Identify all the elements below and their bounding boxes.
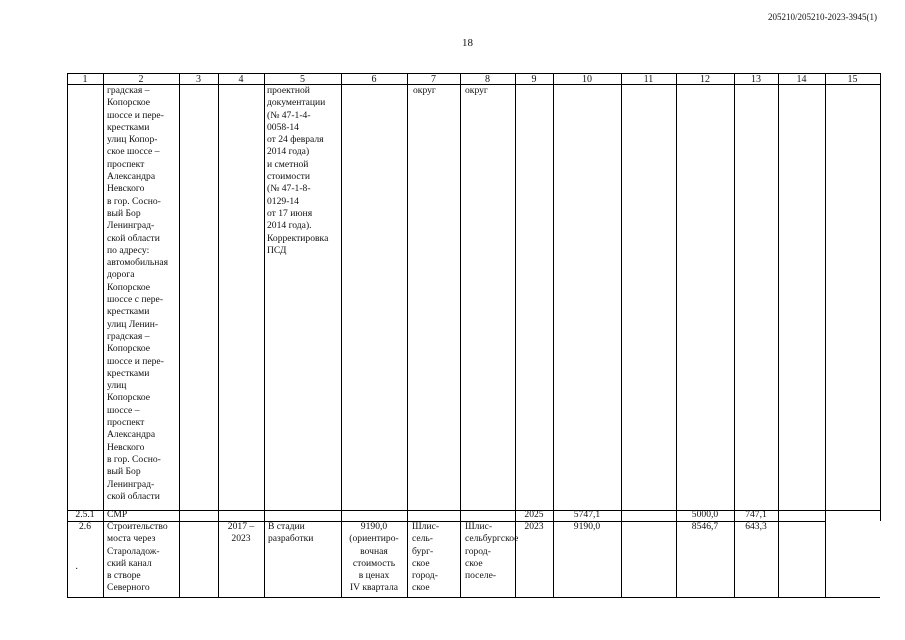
cell-line: округ xyxy=(465,85,488,96)
cell-line: от 24 февраля xyxy=(267,134,324,146)
cell-line: Ленинград- xyxy=(107,220,155,232)
cell-line: документации xyxy=(267,97,326,109)
cell-line: улиц Ленин- xyxy=(107,318,159,330)
cell-line: проспект xyxy=(107,417,145,429)
column-rule xyxy=(407,73,408,598)
cell-line: 2014 года) xyxy=(267,146,310,158)
row-26-name-cell xyxy=(107,521,168,595)
cell-line: ский канал xyxy=(107,557,152,569)
continuation-col8-cell xyxy=(465,85,488,97)
cell-line: город- xyxy=(412,570,438,582)
row-251-name: СМР xyxy=(107,509,128,520)
column-rule xyxy=(218,73,219,598)
cell-line: шоссе и пере- xyxy=(107,109,164,121)
header-col-1: 1 xyxy=(82,74,88,85)
cell-line: и сметной xyxy=(267,158,309,170)
cell-line: 2023 xyxy=(231,533,251,545)
column-rule xyxy=(460,73,461,598)
cell-line: ское шоссе – xyxy=(107,146,160,158)
column-rule xyxy=(103,73,104,598)
cell-line: градская – xyxy=(107,330,150,342)
row-26-number: 2.6 xyxy=(79,521,91,532)
cell-line: в гор. Сосно- xyxy=(107,453,161,465)
header-col-14: 14 xyxy=(796,74,807,85)
cell-line: улиц xyxy=(107,380,127,392)
cell-line: улиц Копор- xyxy=(107,134,158,146)
cell-line: Копорское xyxy=(107,281,151,293)
cell-line: крестками xyxy=(107,306,150,318)
header-col-2: 2 xyxy=(138,74,144,85)
row-251-total: 5747,1 xyxy=(573,509,601,520)
cell-line: в гор. Сосно- xyxy=(107,195,161,207)
cell-line: Невского xyxy=(107,183,145,195)
cell-line: Ленинград- xyxy=(107,478,155,490)
cell-line: 2017 – xyxy=(227,521,255,532)
header-col-8: 8 xyxy=(485,74,490,85)
cell-line: автомобильная xyxy=(107,257,169,269)
cell-line: Александра xyxy=(107,429,156,441)
cell-line: округ xyxy=(413,85,436,96)
row-26-year: 2023 xyxy=(524,521,544,532)
cell-line: IV квартала xyxy=(349,582,399,594)
cell-line: (№ 47-1-8- xyxy=(267,183,311,195)
cell-line: город- xyxy=(465,545,491,557)
row-26-col12: 8546,7 xyxy=(691,521,719,532)
column-rule xyxy=(825,73,826,598)
row-26-cost-cell xyxy=(341,521,407,595)
cell-line: стоимость xyxy=(352,557,396,569)
continuation-basis-cell xyxy=(267,85,328,257)
header-col-3: 3 xyxy=(196,74,201,85)
row-26-col8-cell xyxy=(465,521,518,582)
column-rule xyxy=(341,73,342,598)
page-number: 18 xyxy=(462,37,473,49)
cell-line: (ориентиро- xyxy=(349,533,399,545)
cell-line: крестками xyxy=(107,367,150,379)
cell-line: Строительство xyxy=(107,521,168,532)
column-rule xyxy=(515,73,516,598)
cell-line: шоссе с пере- xyxy=(107,294,164,306)
cell-line: от 17 июня xyxy=(267,207,313,219)
continuation-name-cell xyxy=(107,85,168,503)
document-id: 205210/205210-2023-3945(1) xyxy=(768,12,877,22)
cell-line: проектной xyxy=(267,85,310,96)
cell-line: градская – xyxy=(107,85,150,96)
row-251-col12: 5000,0 xyxy=(691,509,719,520)
column-rule xyxy=(264,73,265,598)
cell-line: разработки xyxy=(268,533,314,545)
header-col-9: 9 xyxy=(531,74,537,85)
cell-line: ское xyxy=(465,557,483,569)
cell-line: в ценах xyxy=(358,570,390,582)
cell-line: ское xyxy=(412,557,430,569)
cell-line: Невского xyxy=(107,441,145,453)
cell-line: стоимости xyxy=(267,171,310,183)
column-rule xyxy=(778,73,779,598)
cell-line: крестками xyxy=(107,121,150,133)
column-rule xyxy=(179,73,180,598)
cell-line: Копорское xyxy=(107,343,151,355)
row-26-total: 9190,0 xyxy=(573,521,601,532)
cell-line: ское xyxy=(412,582,430,594)
column-rule xyxy=(734,73,735,598)
cell-line: Корректировка xyxy=(267,232,329,244)
header-col-5: 5 xyxy=(300,74,305,85)
cell-line: В стадии xyxy=(268,521,305,532)
header-col-10: 10 xyxy=(582,74,592,85)
cell-line: моста через xyxy=(107,533,156,545)
row-251-year: 2025 xyxy=(524,509,544,520)
row-26-col13: 643,3 xyxy=(745,521,767,532)
cell-line: Староладож- xyxy=(107,545,160,557)
column-rule xyxy=(676,73,677,598)
cell-line: Северного xyxy=(107,582,150,594)
continuation-col7-cell xyxy=(413,85,436,97)
cell-line: вый Бор xyxy=(107,466,141,478)
cell-line: шоссе – xyxy=(107,404,140,416)
cell-line: 0129-14 xyxy=(267,195,299,207)
column-rule xyxy=(67,73,68,598)
cell-line: дорога xyxy=(107,269,135,281)
header-col-11: 11 xyxy=(643,74,654,85)
data-table xyxy=(67,73,880,598)
cell-line: бург- xyxy=(412,545,434,557)
header-col-13: 13 xyxy=(751,74,761,85)
cell-line: шоссе и пере- xyxy=(107,355,164,367)
cell-line: по адресу: xyxy=(107,244,150,256)
header-col-6: 6 xyxy=(371,74,377,85)
column-rule xyxy=(880,73,881,521)
cell-line: проспект xyxy=(107,158,145,170)
header-col-7: 7 xyxy=(431,74,436,85)
cell-line: ской области xyxy=(107,490,160,502)
header-col-12: 12 xyxy=(700,74,710,85)
cell-line: 0058-14 xyxy=(267,121,299,133)
cell-line: сельбургское xyxy=(465,533,519,545)
row-251-col13: 747,1 xyxy=(745,509,767,520)
cell-line: сель- xyxy=(412,533,433,545)
row-251-number: 2.5.1 xyxy=(75,509,95,520)
cell-line: вочная xyxy=(360,545,388,557)
cell-line: поселе- xyxy=(465,570,497,582)
cell-line: Александра xyxy=(107,171,156,183)
row-26-bullet: · xyxy=(75,564,79,575)
cell-line: Шлис- xyxy=(465,521,493,532)
header-col-4: 4 xyxy=(238,74,244,85)
row-26-status-cell xyxy=(268,521,313,546)
table-bottom-border xyxy=(67,597,880,598)
cell-line: вый Бор xyxy=(107,207,141,219)
cell-line: ской области xyxy=(107,232,160,244)
row-26-col7-cell xyxy=(412,521,439,595)
column-rule xyxy=(553,73,554,598)
column-rule xyxy=(621,73,622,598)
cell-line: Шлис- xyxy=(412,521,440,532)
cell-line: (№ 47-1-4- xyxy=(267,109,311,121)
cell-line: Копорское xyxy=(107,392,151,404)
header-col-15: 15 xyxy=(847,74,858,85)
cell-line: 2014 года). xyxy=(267,220,312,232)
cell-line: 9190,0 xyxy=(360,521,388,532)
cell-line: Копорское xyxy=(107,97,151,109)
cell-line: ПСД xyxy=(267,244,287,256)
row-26-period-cell xyxy=(218,521,264,546)
cell-line: в створе xyxy=(107,570,141,582)
